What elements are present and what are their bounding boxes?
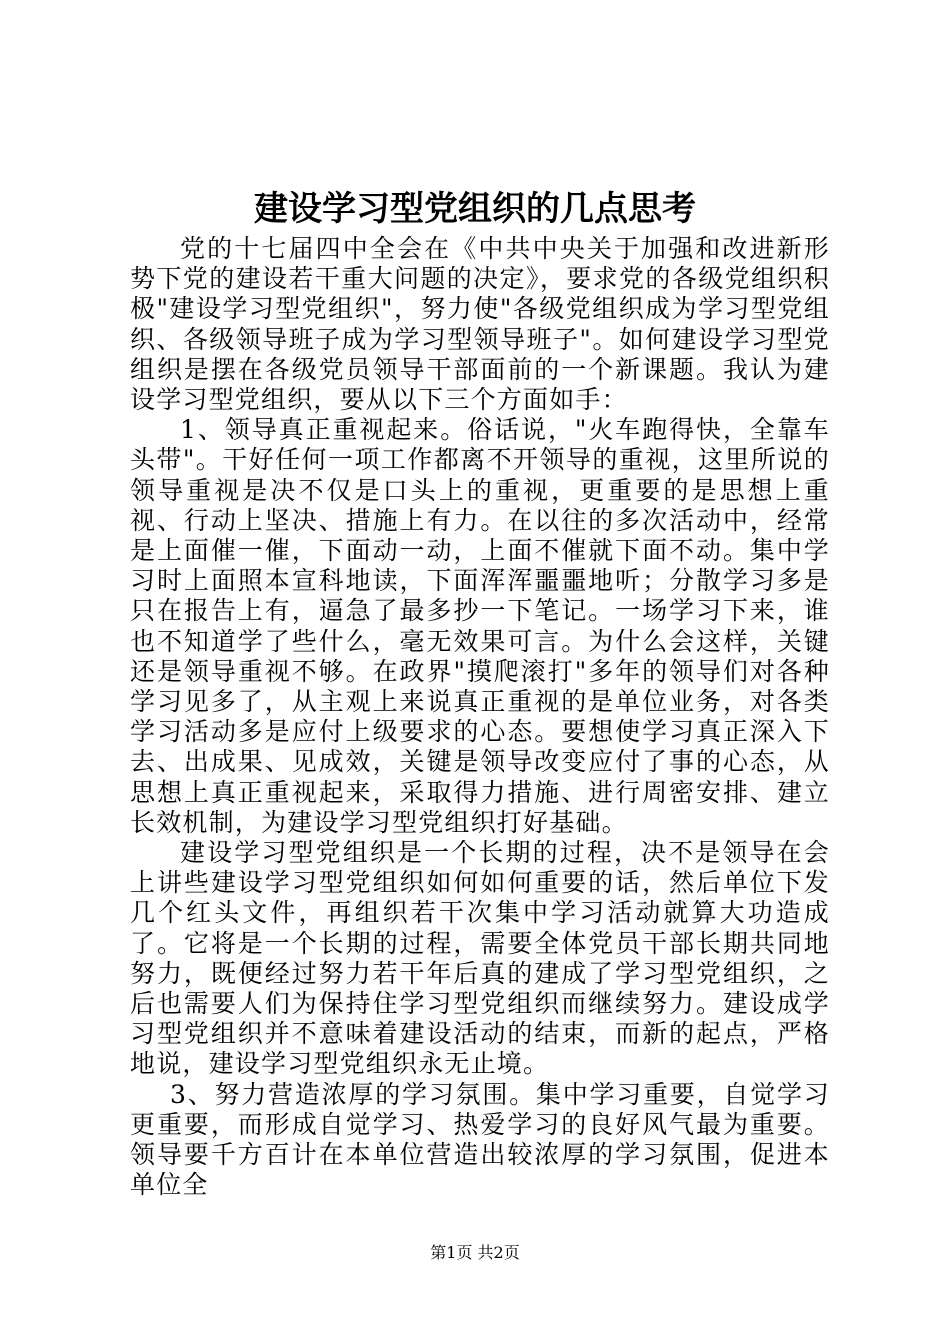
paragraph-point-3: 3、努力营造浓厚的学习氛围。集中学习重要，自觉学习更重要，而形成自觉学习、热爱学习的良好风气最为重要。领导要千方百计在本单位营造出较浓厚的学习氛围，促进本单位全 — [130, 1079, 830, 1200]
document-body — [130, 234, 830, 1201]
page-number-footer: 第1页 共2页 — [430, 1243, 520, 1262]
paragraph-intro: 党的十七届四中全会在《中共中央关于加强和改进新形势下党的建设若干重大问题的决定》，要求党的各级党组织积极"建设学习型党组织"，努力使"各级党组织成为学习型党组织、各级领导班子成为学习型领导班子"。如何建设学习型党组织是摆在各级党员领导干部面前的一个新课题。我认为建设学习型党组织，要从以下三个方面如手： — [130, 234, 830, 415]
paragraph-long-process: 建设学习型党组织是一个长期的过程，决不是领导在会上讲些建设学习型党组织如何如何重要的话，然后单位下发几个红头文件，再组织若干次集中学习活动就算大功造成了。它将是一个长期的过程，需要全体党员干部长期共同地努力，既便经过努力若干年后真的建成了学习型党组织，之后也需要人们为保持住学习型党组织而继续努力。建设成学习型党组织并不意味着建设活动的结束，而新的起点，严格地说，建设学习型党组织永无止境。 — [130, 838, 830, 1079]
document-title: 建设学习型党组织的几点思考 — [254, 189, 696, 229]
paragraph-point-1: 1、领导真正重视起来。俗话说，"火车跑得快，全靠车头带"。干好任何一项工作都离不开领导的重视，这里所说的领导重视是决不仅是口头上的重视，更重要的是思想上重视、行动上坚决、措施上有力。在以往的多次活动中，经常是上面催一催，下面动一动，上面不催就下面不动。集中学习时上面照本宣科地读，下面浑浑噩噩地听；分散学习多是只在报告上有，逼急了最多抄一下笔记。一场学习下来，谁也不知道学了些什么，毫无效果可言。为什么会这样，关键还是领导重视不够。在政界"摸爬滚打"多年的领导们对各种学习见多了，从主观上来说真正重视的是单位业务，对各类学习活动多是应付上级要求的心态。要想使学习真正深入下去、出成果、见成效，关键是领导改变应付了事的心态，从思想上真正重视起来，采取得力措施、进行周密安排、建立长效机制，为建设学习型党组织打好基础。 — [130, 415, 830, 837]
